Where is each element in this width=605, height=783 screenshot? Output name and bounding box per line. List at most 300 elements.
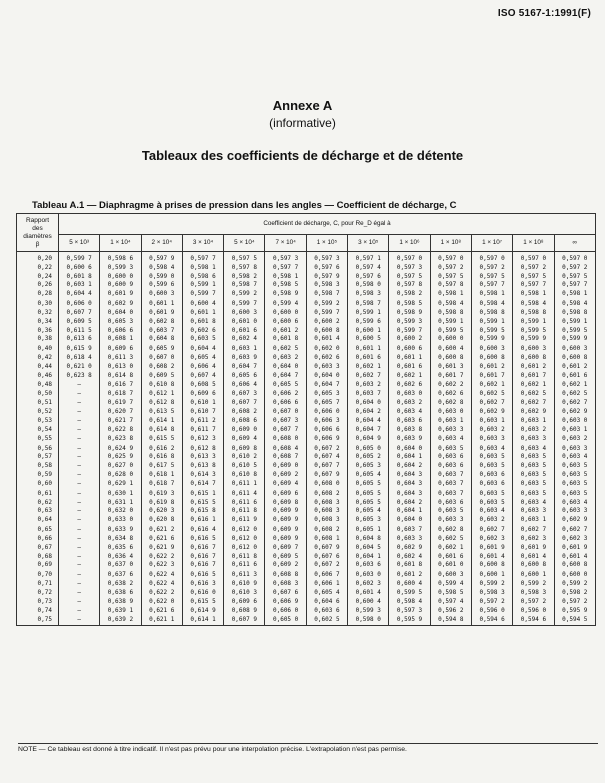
coefficient-cell: — [59, 426, 100, 435]
coefficient-cell: 0,599 9 [554, 335, 595, 344]
coefficient-cell: 0,605 5 [348, 480, 389, 490]
coefficient-cell: — [59, 580, 100, 589]
coefficient-cell: 0,598 1 [554, 290, 595, 299]
coefficient-cell: 0,610 3 [224, 589, 265, 598]
coefficient-cell: 0,600 0 [265, 309, 306, 318]
beta-value: 0,50 [17, 389, 59, 399]
coefficient-cell: 0,597 8 [389, 281, 430, 290]
coefficient-cell: 0,602 3 [554, 535, 595, 544]
coefficient-cell: 0,624 9 [100, 445, 141, 454]
table-row [17, 281, 596, 290]
coefficient-cell: 0,603 3 [430, 426, 471, 435]
coefficient-cell: 0,598 4 [389, 598, 430, 607]
coefficient-cell: 0,609 9 [265, 535, 306, 544]
coefficient-cell: 0,600 9 [100, 281, 141, 290]
coefficient-cell: 0,638 2 [100, 580, 141, 589]
table-row [17, 435, 596, 445]
coefficient-cell: 0,599 2 [513, 580, 554, 589]
coefficient-cell: 0,601 2 [471, 363, 512, 372]
coefficient-cell: — [59, 525, 100, 535]
coefficient-cell: 0,600 4 [389, 580, 430, 589]
coefficient-cell: — [59, 389, 100, 399]
coefficient-cell: 0,602 7 [554, 525, 595, 535]
coefficient-cell: — [59, 516, 100, 525]
coefficient-cell: 0,603 4 [554, 499, 595, 508]
coefficient-cell: 0,608 3 [306, 499, 347, 508]
coefficient-cell: 0,605 0 [348, 445, 389, 454]
coefficient-table [16, 213, 596, 626]
coefficient-cell: 0,603 0 [554, 417, 595, 426]
coefficient-cell: 0,609 6 [265, 490, 306, 499]
ratio-header [17, 214, 59, 252]
coefficient-cell: 0,602 9 [554, 516, 595, 525]
table-row [17, 507, 596, 516]
coefficient-cell: 0,611 6 [224, 499, 265, 508]
coefficient-cell: 0,603 7 [141, 327, 182, 336]
coefficient-cell: 0,605 2 [348, 453, 389, 462]
coefficient-cell: 0,602 7 [471, 399, 512, 408]
beta-value: 0,68 [17, 553, 59, 562]
coefficient-cell: 0,622 4 [141, 570, 182, 580]
coefficient-cell: 0,598 0 [348, 615, 389, 626]
coefficient-cell: 0,604 0 [348, 399, 389, 408]
coefficient-cell: 0,598 4 [430, 299, 471, 309]
coefficient-cell: 0,614 8 [141, 426, 182, 435]
table-row [17, 389, 596, 399]
coefficient-cell: 0,598 4 [513, 299, 554, 309]
coefficient-cell: — [59, 589, 100, 598]
table-note: NOTE — Ce tableau est donné à titre indicatif. Il n'est pas prévu pour une interpolation précise. L'extrapolation n'est pas permise. [18, 743, 598, 753]
coefficient-cell: 0,603 0 [430, 408, 471, 417]
coefficient-cell: 0,614 9 [182, 607, 223, 616]
coefficient-cell: — [59, 381, 100, 390]
annex-title: Annexe A [272, 98, 333, 113]
coefficient-cell: 0,601 2 [389, 570, 430, 580]
coefficient-cell: 0,604 5 [348, 544, 389, 553]
coefficient-cell: 0,602 0 [306, 344, 347, 354]
coefficient-cell: 0,602 1 [554, 381, 595, 390]
coefficient-cell: 0,614 1 [141, 417, 182, 426]
coefficient-cell: 0,605 6 [224, 372, 265, 381]
beta-value: 0,73 [17, 598, 59, 607]
coefficient-cell: 0,603 1 [430, 417, 471, 426]
coefficient-cell: — [59, 535, 100, 544]
coefficient-cell: 0,603 5 [513, 471, 554, 480]
ratio-header-line: β [35, 240, 40, 248]
reynolds-column-header: 5 × 10³ [59, 235, 100, 252]
table-row [17, 264, 596, 273]
coefficient-cell: 0,597 5 [389, 273, 430, 282]
beta-value: 0,20 [17, 252, 59, 264]
coefficient-cell: 0,601 9 [554, 544, 595, 553]
coefficient-cell: 0,598 4 [554, 299, 595, 309]
coefficient-cell: 0,636 4 [100, 553, 141, 562]
coefficient-cell: 0,621 2 [141, 525, 182, 535]
coefficient-cell: 0,603 4 [471, 507, 512, 516]
coefficient-cell: 0,607 2 [306, 445, 347, 454]
coefficient-cell: 0,606 1 [306, 580, 347, 589]
coefficient-cell: 0,603 5 [471, 499, 512, 508]
beta-value: 0,38 [17, 335, 59, 344]
coefficient-cell: 0,603 9 [389, 435, 430, 445]
coefficient-cell: 0,631 1 [100, 499, 141, 508]
reynolds-column-header: 1 × 10⁸ [430, 235, 471, 252]
coefficient-cell: 0,600 3 [554, 344, 595, 354]
coefficient-cell: 0,612 0 [224, 525, 265, 535]
coefficient-cell: 0,601 7 [430, 372, 471, 381]
table-row [17, 490, 596, 499]
coefficient-cell: — [59, 471, 100, 480]
coefficient-cell: 0,610 8 [224, 471, 265, 480]
coefficient-cell: 0,608 9 [224, 607, 265, 616]
annex-subtitle: (informative) [269, 116, 336, 130]
table-row [17, 535, 596, 544]
coefficient-cell: 0,603 4 [389, 408, 430, 417]
coefficient-cell: — [59, 499, 100, 508]
coefficient-cell: 0,597 2 [430, 264, 471, 273]
coefficient-cell: 0,603 5 [430, 507, 471, 516]
coefficient-cell: 0,612 0 [224, 544, 265, 553]
coefficient-cell: 0,603 5 [182, 335, 223, 344]
beta-value: 0,51 [17, 399, 59, 408]
coefficient-cell: 0,598 3 [306, 281, 347, 290]
coefficient-cell: 0,610 7 [182, 408, 223, 417]
coefficient-cell: 0,606 9 [306, 435, 347, 445]
coefficient-cell: 0,604 7 [265, 372, 306, 381]
coefficient-cell: 0,603 7 [389, 525, 430, 535]
coefficient-cell: 0,602 5 [306, 615, 347, 626]
coefficient-cell: 0,599 9 [513, 335, 554, 344]
coefficient-cell: 0,597 0 [513, 252, 554, 264]
beta-value: 0,22 [17, 264, 59, 273]
coefficient-cell: 0,604 1 [389, 453, 430, 462]
coefficient-cell: 0,616 5 [182, 535, 223, 544]
coefficient-cell: 0,602 6 [182, 327, 223, 336]
table-row [17, 408, 596, 417]
coefficient-cell: 0,611 5 [59, 327, 100, 336]
coefficient-cell: 0,632 0 [100, 507, 141, 516]
coefficient-cell: 0,598 9 [389, 309, 430, 318]
coefficient-cell: 0,598 6 [182, 273, 223, 282]
coefficient-cell: 0,604 0 [389, 445, 430, 454]
table-row [17, 252, 596, 264]
coefficient-cell: 0,598 5 [389, 299, 430, 309]
coefficient-cell: 0,606 0 [265, 607, 306, 616]
coefficient-cell: 0,597 2 [554, 598, 595, 607]
coefficient-cell: 0,601 1 [348, 344, 389, 354]
coefficient-cell: 0,604 6 [306, 598, 347, 607]
coefficient-cell: 0,601 6 [224, 327, 265, 336]
coefficient-cell: 0,608 2 [306, 525, 347, 535]
coefficient-cell: — [59, 453, 100, 462]
table-row [17, 399, 596, 408]
beta-value: 0,42 [17, 354, 59, 363]
coefficient-cell: 0,616 7 [100, 381, 141, 390]
coefficient-cell: 0,602 1 [348, 363, 389, 372]
standard-reference: ISO 5167-1:1991(F) [497, 8, 591, 19]
coefficient-cell: 0,609 6 [100, 344, 141, 354]
coefficient-cell: 0,604 0 [265, 363, 306, 372]
coefficient-cell: 0,600 6 [389, 344, 430, 354]
coefficient-cell: 0,601 6 [430, 553, 471, 562]
coefficient-cell: 0,603 5 [554, 471, 595, 480]
coefficient-cell: 0,605 4 [348, 471, 389, 480]
coefficient-cell: 0,601 0 [224, 318, 265, 327]
coefficient-cell: 0,597 5 [554, 273, 595, 282]
coefficient-cell: 0,597 8 [224, 264, 265, 273]
coefficient-cell: 0,594 5 [554, 615, 595, 626]
coefficient-cell: 0,599 7 [224, 299, 265, 309]
coefficient-cell: 0,607 9 [306, 544, 347, 553]
coefficient-cell: 0,597 2 [554, 264, 595, 273]
coefficient-cell: 0,604 2 [389, 499, 430, 508]
coefficient-cell: 0,605 4 [182, 354, 223, 363]
coefficient-cell: 0,630 1 [100, 490, 141, 499]
coefficient-cell: 0,598 5 [430, 589, 471, 598]
coefficient-cell: 0,601 6 [389, 363, 430, 372]
coefficient-cell: 0,609 6 [182, 389, 223, 399]
coefficient-cell: 0,603 2 [471, 426, 512, 435]
coefficient-cell: 0,607 0 [141, 354, 182, 363]
coefficient-cell: 0,601 8 [389, 561, 430, 570]
coefficient-cell: 0,602 4 [389, 553, 430, 562]
beta-value: 0,48 [17, 381, 59, 390]
coefficient-cell: 0,601 9 [100, 290, 141, 299]
coefficient-cell: 0,613 8 [182, 462, 223, 471]
coefficient-cell: 0,609 9 [265, 516, 306, 525]
coefficient-cell: 0,602 1 [389, 372, 430, 381]
coefficient-cell: 0,608 2 [141, 363, 182, 372]
coefficient-cell: 0,600 4 [182, 299, 223, 309]
coefficient-cell: 0,601 8 [265, 335, 306, 344]
coefficient-cell: 0,607 7 [59, 309, 100, 318]
coefficient-cell: 0,607 3 [224, 389, 265, 399]
coefficient-cell: 0,604 2 [348, 408, 389, 417]
coefficient-cell: 0,603 5 [513, 462, 554, 471]
coefficient-cell: 0,597 5 [513, 273, 554, 282]
coefficient-cell: 0,600 8 [471, 354, 512, 363]
coefficient-cell: 0,616 0 [182, 589, 223, 598]
coefficient-cell: 0,620 7 [100, 408, 141, 417]
coefficient-cell: 0,601 4 [513, 553, 554, 562]
beta-value: 0,74 [17, 607, 59, 616]
coefficient-cell: 0,622 0 [141, 598, 182, 607]
coefficient-cell: 0,601 4 [348, 589, 389, 598]
table-row [17, 318, 596, 327]
coefficient-cell: 0,602 5 [513, 389, 554, 399]
coefficient-cell: 0,602 9 [389, 544, 430, 553]
coefficient-cell: 0,597 5 [471, 273, 512, 282]
coefficient-cell: 0,608 2 [224, 408, 265, 417]
coefficient-cell: 0,603 5 [513, 480, 554, 490]
coefficient-cell: — [59, 417, 100, 426]
reynolds-column-header: 7 × 10⁴ [265, 235, 306, 252]
coefficient-cell: 0,609 2 [265, 471, 306, 480]
coefficient-cell: 0,603 5 [430, 445, 471, 454]
coefficient-cell: 0,600 1 [471, 570, 512, 580]
beta-value: 0,24 [17, 273, 59, 282]
coefficient-cell: 0,638 9 [100, 598, 141, 607]
coefficient-cell: 0,615 9 [59, 344, 100, 354]
coefficient-cell: 0,598 2 [224, 273, 265, 282]
coefficient-cell: 0,612 1 [141, 389, 182, 399]
coefficient-cell: 0,603 6 [389, 417, 430, 426]
coefficient-cell: — [59, 408, 100, 417]
coefficient-cell: 0,622 4 [141, 580, 182, 589]
coefficient-cell: 0,601 9 [471, 544, 512, 553]
coefficient-cell: 0,607 3 [265, 417, 306, 426]
coefficient-cell: 0,602 4 [224, 335, 265, 344]
table-row [17, 381, 596, 390]
coefficient-cell: 0,603 3 [471, 435, 512, 445]
coefficient-cell: — [59, 553, 100, 562]
beta-value: 0,54 [17, 426, 59, 435]
coefficient-cell: 0,600 0 [100, 273, 141, 282]
coefficient-cell: — [59, 399, 100, 408]
coefficient-cell: 0,599 7 [306, 309, 347, 318]
table-row [17, 335, 596, 344]
coefficient-cell: 0,603 2 [513, 426, 554, 435]
ratio-header-line: Rapport [25, 216, 50, 224]
coefficient-cell: 0,594 6 [513, 615, 554, 626]
coefficient-cell: 0,599 1 [182, 281, 223, 290]
coefficient-cell: 0,597 5 [430, 273, 471, 282]
coefficient-cell: 0,598 1 [513, 290, 554, 299]
coefficient-cell: 0,597 7 [265, 264, 306, 273]
coefficient-cell: 0,616 7 [182, 544, 223, 553]
reynolds-column-header: 5 × 10⁴ [224, 235, 265, 252]
coefficient-cell: 0,612 8 [182, 445, 223, 454]
beta-value: 0,36 [17, 327, 59, 336]
coefficient-cell: 0,608 4 [265, 445, 306, 454]
coefficient-cell: 0,600 6 [59, 264, 100, 273]
table-row [17, 372, 596, 381]
coefficient-cell: 0,603 3 [554, 445, 595, 454]
coefficient-cell: 0,616 3 [182, 580, 223, 589]
coefficient-cell: 0,602 1 [471, 381, 512, 390]
coefficient-cell: — [59, 462, 100, 471]
table-row [17, 363, 596, 372]
coefficient-cell: 0,600 3 [141, 290, 182, 299]
coefficient-cell: 0,599 7 [182, 290, 223, 299]
coefficient-cell: 0,633 0 [100, 516, 141, 525]
coefficient-cell: 0,605 3 [100, 318, 141, 327]
coefficient-cell: — [59, 561, 100, 570]
coefficient-cell: 0,606 0 [306, 408, 347, 417]
coefficient-cell: 0,602 9 [513, 408, 554, 417]
coefficient-cell: 0,633 9 [100, 525, 141, 535]
coefficient-cell: 0,603 3 [554, 507, 595, 516]
coefficient-cell: 0,597 0 [471, 252, 512, 264]
coefficient-cell: 0,603 0 [389, 389, 430, 399]
coefficient-header: Coefficient de décharge, C, pour Re_D égal à [59, 214, 596, 235]
coefficient-cell: 0,597 0 [430, 252, 471, 264]
coefficient-cell: 0,597 7 [554, 281, 595, 290]
coefficient-cell: 0,609 7 [265, 544, 306, 553]
coefficient-cell: 0,601 3 [430, 363, 471, 372]
coefficient-cell: 0,601 2 [513, 363, 554, 372]
coefficient-cell: 0,597 5 [224, 252, 265, 264]
beta-value: 0,56 [17, 445, 59, 454]
coefficient-cell: 0,603 4 [471, 445, 512, 454]
ratio-header-line: des [32, 224, 43, 232]
coefficient-cell: 0,603 6 [430, 453, 471, 462]
coefficient-cell: 0,616 4 [182, 525, 223, 535]
coefficient-cell: 0,604 4 [348, 417, 389, 426]
coefficient-cell: 0,621 0 [59, 363, 100, 372]
coefficient-cell: 0,603 2 [265, 354, 306, 363]
beta-value: 0,65 [17, 525, 59, 535]
coefficient-cell: 0,608 0 [306, 480, 347, 490]
coefficient-cell: 0,618 1 [141, 471, 182, 480]
coefficient-cell: 0,595 9 [389, 615, 430, 626]
section-heading: Tableaux des coefficients de décharge et de détente [141, 148, 464, 163]
coefficient-cell: 0,611 3 [100, 354, 141, 363]
beta-value: 0,75 [17, 615, 59, 626]
coefficient-cell: 0,599 3 [389, 318, 430, 327]
table-row [17, 589, 596, 598]
coefficient-cell: 0,605 0 [265, 615, 306, 626]
coefficient-cell: 0,608 5 [182, 381, 223, 390]
coefficient-cell: 0,603 8 [389, 426, 430, 435]
coefficient-cell: 0,598 8 [513, 309, 554, 318]
coefficient-cell: 0,604 7 [306, 381, 347, 390]
coefficient-cell: 0,599 7 [59, 252, 100, 264]
coefficient-cell: 0,598 1 [265, 273, 306, 282]
coefficient-cell: 0,621 9 [141, 544, 182, 553]
coefficient-cell: 0,597 3 [306, 252, 347, 264]
coefficient-cell: — [59, 480, 100, 490]
coefficient-cell: 0,600 8 [554, 561, 595, 570]
coefficient-cell: 0,600 5 [348, 335, 389, 344]
coefficient-cell: 0,617 5 [141, 462, 182, 471]
table-row [17, 273, 596, 282]
coefficient-cell: 0,604 8 [348, 535, 389, 544]
table-row [17, 354, 596, 363]
coefficient-cell: 0,607 4 [182, 372, 223, 381]
coefficient-cell: 0,599 4 [265, 299, 306, 309]
coefficient-cell: 0,603 3 [513, 435, 554, 445]
coefficient-cell: 0,599 5 [554, 327, 595, 336]
coefficient-cell: 0,599 2 [306, 299, 347, 309]
coefficient-cell: 0,610 5 [224, 462, 265, 471]
coefficient-cell: 0,597 4 [430, 598, 471, 607]
coefficient-cell: 0,616 1 [182, 516, 223, 525]
coefficient-cell: 0,605 4 [306, 589, 347, 598]
coefficient-cell: 0,603 6 [306, 607, 347, 616]
coefficient-cell: 0,616 7 [182, 553, 223, 562]
coefficient-cell: 0,608 6 [224, 417, 265, 426]
beta-value: 0,52 [17, 408, 59, 417]
coefficient-cell: 0,606 9 [265, 598, 306, 607]
coefficient-cell: 0,597 2 [513, 264, 554, 273]
coefficient-cell: 0,602 5 [430, 535, 471, 544]
coefficient-cell: 0,599 3 [100, 264, 141, 273]
beta-value: 0,70 [17, 570, 59, 580]
coefficient-cell: 0,608 0 [265, 435, 306, 445]
coefficient-cell: 0,607 6 [306, 553, 347, 562]
coefficient-cell: 0,608 1 [306, 535, 347, 544]
coefficient-cell: 0,602 8 [430, 525, 471, 535]
coefficient-cell: 0,601 1 [389, 354, 430, 363]
coefficient-cell: 0,598 9 [265, 290, 306, 299]
beta-value: 0,26 [17, 281, 59, 290]
coefficient-cell: 0,604 9 [348, 435, 389, 445]
coefficient-cell: 0,604 1 [389, 507, 430, 516]
coefficient-cell: 0,603 5 [513, 490, 554, 499]
coefficient-cell: 0,603 1 [513, 516, 554, 525]
coefficient-cell: — [59, 615, 100, 626]
